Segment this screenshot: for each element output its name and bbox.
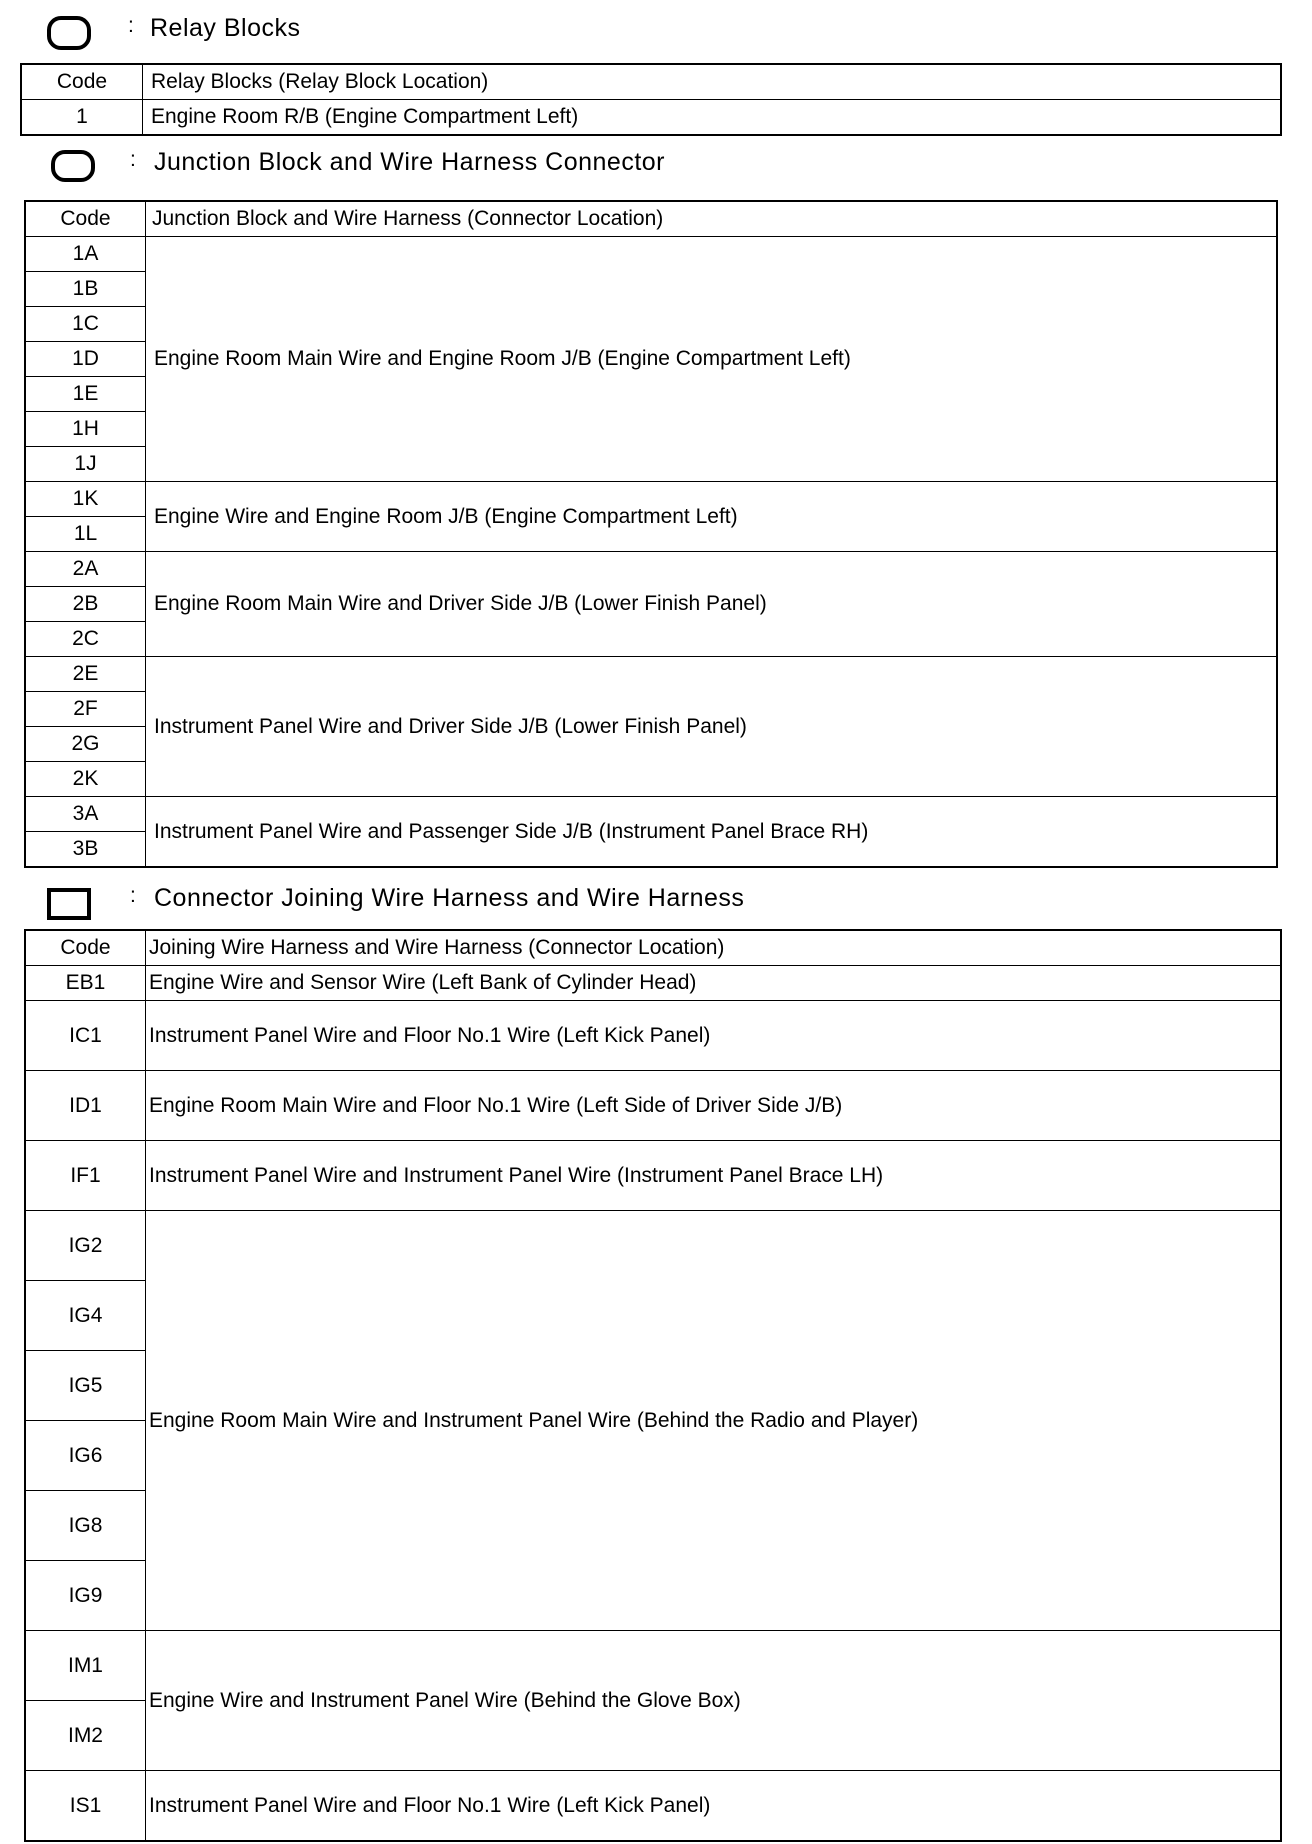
table-header-row (22, 65, 1281, 100)
table-header-row (26, 202, 1277, 237)
code-cell: IC1 (26, 1001, 146, 1071)
description-cell: Instrument Panel Wire and Driver Side J/B (Lower Finish Panel) (146, 657, 1277, 797)
relay-blocks-title: Relay Blocks (150, 14, 301, 42)
code-cell: 2F (26, 692, 146, 727)
code-cell: 2C (26, 622, 146, 657)
table-row (26, 657, 1277, 692)
table-row (26, 1771, 1281, 1841)
description-cell: Engine Room R/B (Engine Compartment Left) (143, 100, 1281, 135)
table-header-row (26, 931, 1281, 966)
table-row (26, 1631, 1281, 1701)
code-cell: IS1 (26, 1771, 146, 1841)
code-cell: IG8 (26, 1491, 146, 1561)
code-cell: 3A (26, 797, 146, 832)
code-cell: IF1 (26, 1141, 146, 1211)
code-cell: ID1 (26, 1071, 146, 1141)
relay-blocks-colon: : (128, 14, 134, 37)
table-row (26, 797, 1277, 832)
code-cell: IG4 (26, 1281, 146, 1351)
code-cell: IG9 (26, 1561, 146, 1631)
code-cell: 2G (26, 727, 146, 762)
description-cell: Instrument Panel Wire and Floor No.1 Wire (Left Kick Panel) (146, 1771, 1281, 1841)
code-cell: 1K (26, 482, 146, 517)
code-cell: 1H (26, 412, 146, 447)
table-row (26, 1211, 1281, 1281)
description-cell: Engine Wire and Sensor Wire (Left Bank of Cylinder Head) (146, 966, 1281, 1001)
header-description: Relay Blocks (Relay Block Location) (143, 65, 1281, 100)
header-code: Code (26, 202, 146, 237)
code-cell: 1B (26, 272, 146, 307)
table-row (26, 1141, 1281, 1211)
connector-table (25, 930, 1281, 1841)
table-row (26, 966, 1281, 1001)
description-cell: Instrument Panel Wire and Floor No.1 Wire (Left Kick Panel) (146, 1001, 1281, 1071)
description-cell: Instrument Panel Wire and Passenger Side J/B (Instrument Panel Brace RH) (146, 797, 1277, 867)
table-row (26, 1071, 1281, 1141)
junction-block-table (25, 201, 1277, 867)
code-cell: 1J (26, 447, 146, 482)
junction-block-colon: : (130, 148, 136, 171)
description-cell: Engine Room Main Wire and Instrument Panel Wire (Behind the Radio and Player) (146, 1211, 1281, 1631)
code-cell: 2K (26, 762, 146, 797)
code-cell: 2E (26, 657, 146, 692)
code-cell: IM1 (26, 1631, 146, 1701)
table-row (26, 482, 1277, 517)
junction-block-title: Junction Block and Wire Harness Connector (154, 148, 666, 176)
code-cell: 1L (26, 517, 146, 552)
code-cell: 2A (26, 552, 146, 587)
description-cell: Engine Wire and Instrument Panel Wire (Behind the Glove Box) (146, 1631, 1281, 1771)
code-cell: 1A (26, 237, 146, 272)
description-cell: Engine Room Main Wire and Driver Side J/B (Lower Finish Panel) (146, 552, 1277, 657)
connector-title: Connector Joining Wire Harness and Wire Harness (154, 884, 745, 912)
code-cell: 2B (26, 587, 146, 622)
code-cell: EB1 (26, 966, 146, 1001)
header-code: Code (22, 65, 143, 100)
table-row (26, 237, 1277, 272)
relay-blocks-table (21, 64, 1281, 135)
code-cell: 1 (22, 100, 143, 135)
code-cell: IG6 (26, 1421, 146, 1491)
header-description: Junction Block and Wire Harness (Connector Location) (146, 202, 1277, 237)
square-icon (47, 888, 91, 920)
connector-colon: : (130, 884, 136, 907)
code-cell: IG2 (26, 1211, 146, 1281)
table-row (22, 100, 1281, 135)
code-cell: IG5 (26, 1351, 146, 1421)
description-cell: Instrument Panel Wire and Instrument Panel Wire (Instrument Panel Brace LH) (146, 1141, 1281, 1211)
table-row (26, 1001, 1281, 1071)
description-cell: Engine Room Main Wire and Engine Room J/B (Engine Compartment Left) (146, 237, 1277, 482)
header-description: Joining Wire Harness and Wire Harness (Connector Location) (146, 931, 1281, 966)
rounded-rectangle-icon (51, 150, 95, 182)
code-cell: IM2 (26, 1701, 146, 1771)
table-row (26, 552, 1277, 587)
code-cell: 1D (26, 342, 146, 377)
rounded-rectangle-icon (47, 16, 91, 50)
description-cell: Engine Room Main Wire and Floor No.1 Wire (Left Side of Driver Side J/B) (146, 1071, 1281, 1141)
header-code: Code (26, 931, 146, 966)
code-cell: 3B (26, 832, 146, 867)
code-cell: 1E (26, 377, 146, 412)
description-cell: Engine Wire and Engine Room J/B (Engine Compartment Left) (146, 482, 1277, 552)
code-cell: 1C (26, 307, 146, 342)
